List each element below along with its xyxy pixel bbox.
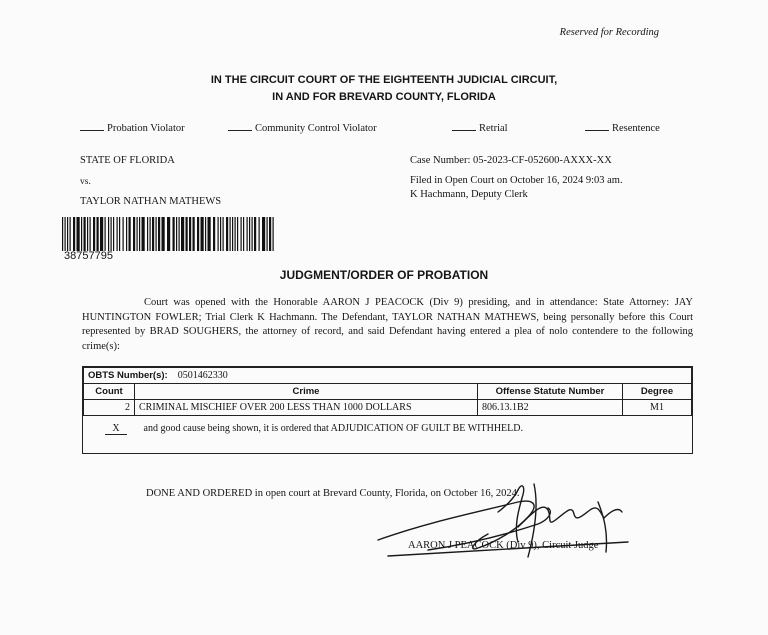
barcode-bar bbox=[232, 217, 233, 251]
barcode-bar bbox=[181, 217, 184, 251]
barcode-bar bbox=[259, 217, 260, 251]
barcode-bar bbox=[100, 217, 103, 251]
barcode-bar bbox=[162, 217, 165, 251]
barcode-bar bbox=[193, 217, 195, 251]
adjudication-text: and good cause being shown, it is ordered that ADJUDICATION OF GUILT BE WITHHELD. bbox=[143, 423, 523, 434]
barcode-bar bbox=[111, 217, 112, 251]
barcode-bar bbox=[213, 217, 215, 251]
barcode-bar bbox=[73, 217, 75, 251]
barcode-bar bbox=[113, 217, 114, 251]
barcode-bar bbox=[93, 217, 95, 251]
barcode-bar bbox=[205, 217, 206, 251]
case-number: Case Number: 05-2023-CF-052600-AXXX-XX bbox=[410, 155, 612, 166]
barcode-bar bbox=[179, 217, 180, 251]
barcode-bar bbox=[226, 217, 228, 251]
barcode-bar bbox=[97, 217, 99, 251]
header-statute: Offense Statute Number bbox=[478, 384, 623, 400]
barcode-bar bbox=[186, 217, 188, 251]
barcode-bar bbox=[267, 217, 268, 251]
barcode-bar bbox=[218, 217, 219, 251]
barcode-bar bbox=[273, 217, 274, 251]
defendant: TAYLOR NATHAN MATHEWS bbox=[80, 196, 222, 207]
barcode-bar bbox=[119, 217, 120, 251]
judge-name: AARON J PEACOCK (Div 9), Circuit Judge bbox=[408, 540, 599, 551]
table-row bbox=[84, 400, 692, 416]
barcode-bar bbox=[62, 217, 63, 251]
barcode-bar bbox=[129, 217, 131, 251]
barcode-bar bbox=[252, 217, 253, 251]
option-retrial: Retrial bbox=[452, 121, 508, 134]
court-heading bbox=[0, 72, 768, 106]
barcode-bar bbox=[220, 217, 221, 251]
row-count: 2 bbox=[84, 400, 135, 416]
option-community-control-violator: Community Control Violator bbox=[228, 121, 377, 134]
barcode bbox=[62, 217, 274, 251]
barcode-bar bbox=[81, 217, 82, 251]
barcode-bar bbox=[77, 217, 80, 251]
deputy-clerk: K Hachmann, Deputy Clerk bbox=[410, 189, 528, 200]
barcode-bar bbox=[223, 217, 224, 251]
barcode-bar bbox=[67, 217, 68, 251]
row-degree: M1 bbox=[623, 400, 692, 416]
reserved-for-recording: Reserved for Recording bbox=[559, 27, 659, 38]
proceedings-paragraph: Court was opened with the Honorable AARON J PEACOCK (Div 9) presiding, and in attendance: State Attorney: JAY HUNTINGTON FOWLER; Trial Clerk K Hachmann. The Defendant, TAYLOR NATHAN MATHEWS, being personally before this Court represented by BRAD SOUGHERS, the attorney of record, and said Defendant having entered a plea of nolo contendere to the following crime(s): bbox=[82, 297, 693, 352]
barcode-bar bbox=[133, 217, 135, 251]
row-crime: CRIMINAL MISCHIEF OVER 200 LESS THAN 1000 DOLLARS bbox=[135, 400, 478, 416]
barcode-bar bbox=[237, 217, 238, 251]
barcode-bar bbox=[90, 217, 91, 251]
obts-label: OBTS Number(s): bbox=[88, 370, 168, 381]
barcode-bar bbox=[208, 217, 211, 251]
plaintiff: STATE OF FLORIDA bbox=[80, 155, 175, 166]
barcode-bar bbox=[249, 217, 250, 251]
barcode-bar bbox=[269, 217, 271, 251]
barcode-bar bbox=[84, 217, 86, 251]
barcode-bar bbox=[70, 217, 71, 251]
barcode-bar bbox=[126, 217, 127, 251]
barcode-bar bbox=[150, 217, 151, 251]
barcode-bar bbox=[65, 217, 66, 251]
barcode-bar bbox=[176, 217, 177, 251]
header-count: Count bbox=[84, 384, 135, 400]
barcode-bar bbox=[87, 217, 88, 251]
crimes-box bbox=[82, 366, 693, 454]
barcode-bar bbox=[243, 217, 244, 251]
done-and-ordered: DONE AND ORDERED in open court at Brevard County, Florida, on October 16, 2024. bbox=[146, 488, 520, 499]
barcode-bar bbox=[241, 217, 242, 251]
barcode-bar bbox=[117, 217, 118, 251]
barcode-bar bbox=[152, 217, 154, 251]
court-line-2: IN AND FOR BREVARD COUNTY, FLORIDA bbox=[272, 91, 496, 103]
barcode-bar bbox=[201, 217, 204, 251]
barcode-bar bbox=[197, 217, 199, 251]
barcode-bar bbox=[262, 217, 265, 251]
barcode-bar bbox=[235, 217, 236, 251]
option-probation-violator: Probation Violator bbox=[80, 121, 185, 134]
barcode-bar bbox=[105, 217, 106, 251]
option-resentence: Resentence bbox=[585, 121, 660, 134]
barcode-bar bbox=[158, 217, 160, 251]
header-crime: Crime bbox=[135, 384, 478, 400]
barcode-bar bbox=[108, 217, 109, 251]
row-statute: 806.13.1B2 bbox=[478, 400, 623, 416]
filed-date: Filed in Open Court on October 16, 2024 9:03 am. bbox=[410, 175, 623, 186]
barcode-bar bbox=[142, 217, 145, 251]
barcode-bar bbox=[173, 217, 175, 251]
barcode-bar bbox=[254, 217, 256, 251]
adjudication-line bbox=[83, 423, 692, 435]
judge-signature bbox=[368, 472, 668, 567]
barcode-bar bbox=[167, 217, 170, 251]
versus: vs. bbox=[80, 177, 91, 187]
barcode-bar bbox=[247, 217, 248, 251]
obts-value: 0501462330 bbox=[177, 370, 228, 381]
crimes-table bbox=[83, 367, 692, 416]
barcode-bar bbox=[189, 217, 191, 251]
barcode-bar bbox=[147, 217, 148, 251]
header-degree: Degree bbox=[623, 384, 692, 400]
barcode-bar bbox=[137, 217, 138, 251]
barcode-bar bbox=[230, 217, 231, 251]
document-title: JUDGMENT/ORDER OF PROBATION bbox=[279, 268, 489, 282]
court-line-1: IN THE CIRCUIT COURT OF THE EIGHTEENTH JUDICIAL CIRCUIT, bbox=[210, 74, 558, 86]
barcode-number: 38757795 bbox=[64, 250, 113, 262]
withheld-mark: X bbox=[105, 423, 127, 435]
barcode-bar bbox=[139, 217, 140, 251]
barcode-bar bbox=[123, 217, 124, 251]
barcode-bar bbox=[156, 217, 157, 251]
